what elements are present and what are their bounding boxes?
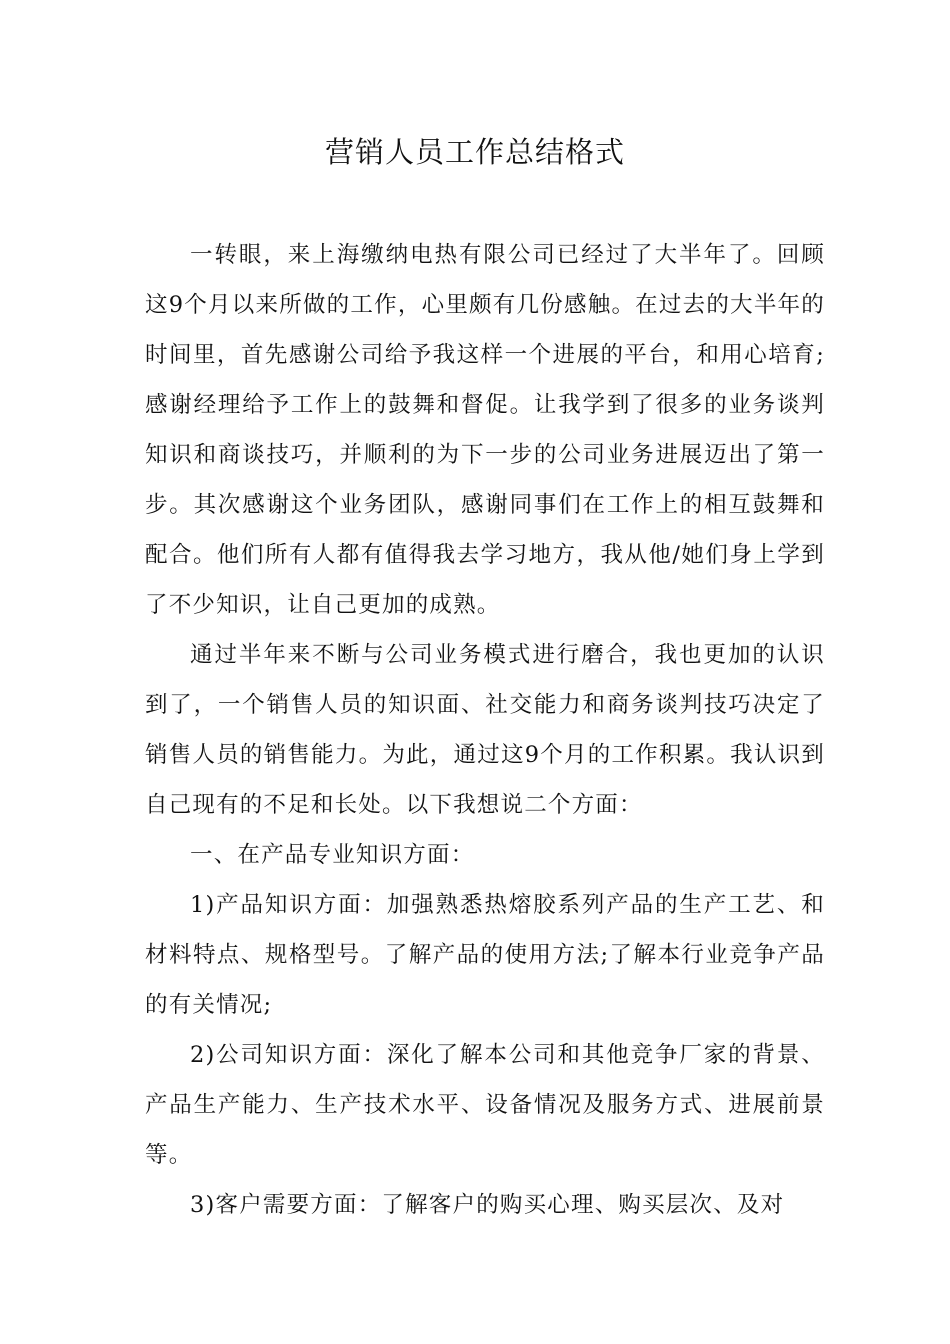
paragraph: 一转眼，来上海缴纳电热有限公司已经过了大半年了。回顾这9个月以来所做的工作，心里颇有几份感触。在过去的大半年的时间里，首先感谢公司给予我这样一个进展的平台，和用心培育;感谢经理给予工作上的鼓舞和督促。让我学到了很多的业务谈判知识和商谈技巧，并顺利的为下一步的公司业务进展迈出了第一步。其次感谢这个业务团队，感谢同事们在工作上的相互鼓舞和配合。他们所有人都有值得我去学习地方，我从他/她们身上学到了不少知识，让自己更加的成熟。 <box>145 242 825 618</box>
paragraph: 2)公司知识方面：深化了解本公司和其他竞争厂家的背景、产品生产能力、生产技术水平、设备情况及服务方式、进展前景等。 <box>145 1042 825 1168</box>
paragraph: 3)客户需要方面：了解客户的购买心理、购买层次、及对 <box>190 1192 785 1218</box>
document-body <box>145 230 825 1230</box>
paragraph: 1)产品知识方面：加强熟悉热熔胶系列产品的生产工艺、和材料特点、规格型号。了解产品的使用方法;了解本行业竞争产品的有关情况; <box>145 892 825 1018</box>
paragraph: 通过半年来不断与公司业务模式进行磨合，我也更加的认识到了，一个销售人员的知识面、社交能力和商务谈判技巧决定了销售人员的销售能力。为此，通过这9个月的工作积累。我认识到自己现有的不足和长处。以下我想说二个方面： <box>145 642 825 818</box>
document-title: 营销人员工作总结格式 <box>324 135 625 169</box>
section-heading: 一、在产品专业知识方面： <box>190 842 475 868</box>
